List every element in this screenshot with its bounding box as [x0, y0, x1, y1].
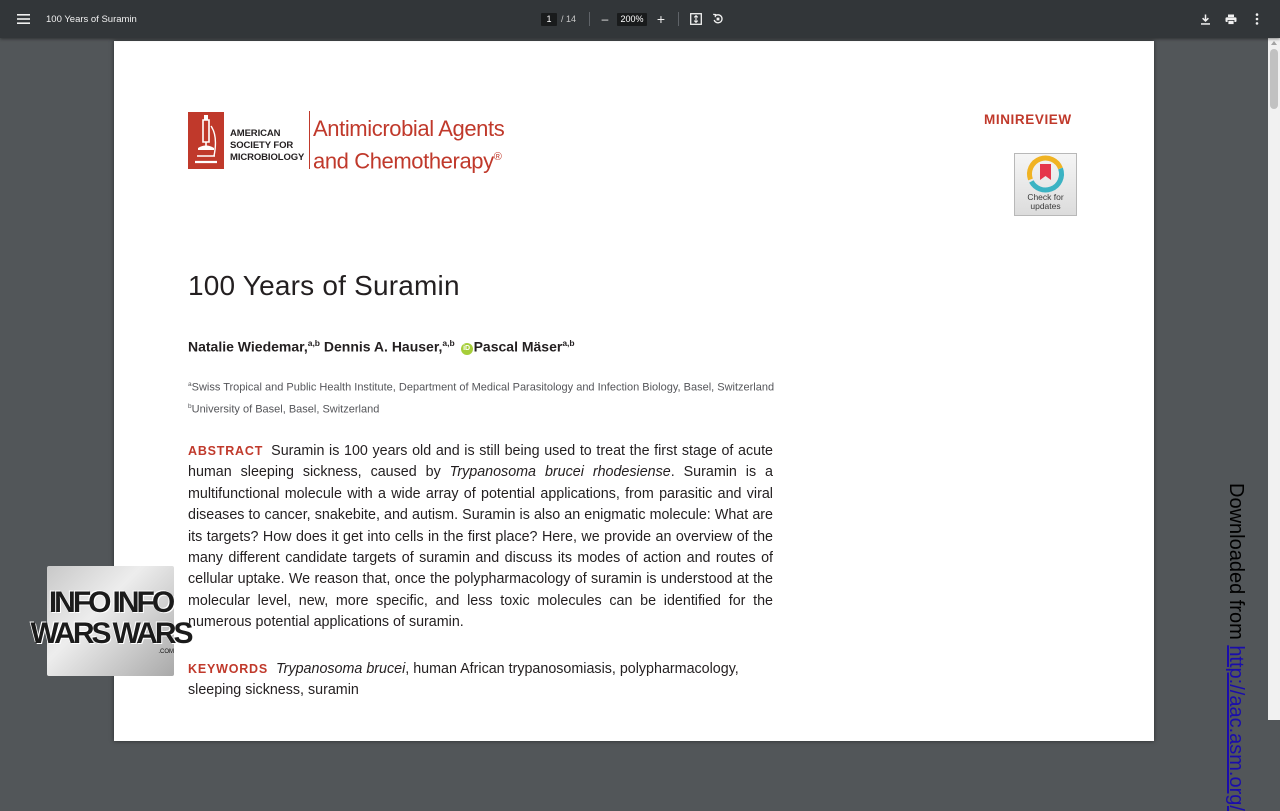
scrollbar-thumb[interactable] — [1270, 49, 1278, 109]
journal-name — [313, 115, 504, 175]
print-icon — [1225, 14, 1237, 25]
document-title: 100 Years of Suramin — [46, 13, 137, 25]
author-affiliation-marker: a,b — [307, 338, 320, 348]
scroll-up-button[interactable] — [1268, 38, 1280, 48]
article-type-label: MINIREVIEW — [984, 112, 1072, 127]
watermark-row — [49, 587, 172, 618]
more-vertical-icon — [1255, 13, 1259, 25]
zoom-level-input[interactable]: 200% — [617, 13, 647, 26]
registered-mark: ® — [493, 151, 502, 163]
page-number-input[interactable]: 1 — [541, 13, 557, 26]
more-options-button[interactable] — [1248, 0, 1266, 38]
keyword-species-name: Trypanosoma brucei — [276, 661, 406, 677]
keywords-text: , human African trypanosomiasis, polypharmacology, sleeping sickness, suramin — [188, 661, 739, 699]
download-button[interactable] — [1196, 0, 1214, 38]
download-notice — [1224, 483, 1247, 811]
abstract — [188, 441, 773, 634]
check-updates-line: updates — [1030, 201, 1061, 211]
triangle-up-icon — [1271, 41, 1277, 45]
watermark-suffix: .COM — [158, 649, 174, 655]
keywords-heading: KEYWORDS — [188, 662, 269, 676]
page-total: / 14 — [561, 14, 577, 24]
check-updates-icon — [1015, 154, 1076, 194]
infowars-watermark — [30, 566, 191, 676]
watermark-word: WARS — [30, 617, 109, 650]
print-button[interactable] — [1222, 0, 1240, 38]
abstract-text: . Suramin is a multifunctional molecule with a wide array of potential applications, from parasitic and viral diseases to cancer, snakebite, and autism. Suramin is also an enigmatic molecule: What are its targets? How does it get into cells in the first place? Here, we provide an overview of the many different candidate targets of suramin and discuss its modes of action and routes of cellular uptake. We reason that, once the polypharmacology of suramin is understood at the molecular level, new, more specific, and less toxic molecules can be identified for the numerous potential applications of suramin. — [188, 464, 774, 631]
article-title: 100 Years of Suramin — [188, 270, 460, 301]
author-name[interactable]: Dennis A. Hauser, — [323, 338, 443, 355]
toolbar-divider — [678, 12, 679, 26]
check-updates-line: Check for — [1027, 192, 1064, 202]
author-affiliation-marker: a,b — [562, 338, 575, 348]
affiliation-line — [188, 403, 379, 416]
vertical-scrollbar[interactable] — [1268, 38, 1280, 720]
minus-icon: – — [601, 12, 609, 26]
abstract-heading: ABSTRACT — [188, 444, 264, 458]
hamburger-menu-icon — [17, 14, 30, 24]
toolbar-divider — [589, 12, 590, 26]
asm-logo — [188, 112, 224, 169]
rotate-icon — [712, 13, 724, 25]
affiliation-marker: a — [188, 381, 192, 388]
menu-button[interactable] — [12, 0, 34, 38]
rotate-button[interactable] — [709, 10, 727, 28]
plus-icon: + — [656, 11, 666, 27]
check-updates-label — [1015, 193, 1076, 211]
abstract-text: Suramin is 100 years old and is still being used to treat the first stage of acute human sleeping sickness, caused by — [188, 443, 773, 481]
page-zoom-controls — [541, 0, 727, 38]
download-notice-text: Downloaded from — [1225, 483, 1247, 646]
download-link[interactable]: http://aac.asm.org/ — [1225, 645, 1247, 811]
keywords — [188, 659, 773, 702]
watermark-word: INFO — [112, 586, 173, 619]
abstract-species-name: Trypanosoma brucei rhodesiense — [449, 464, 671, 481]
publisher-line: SOCIETY FOR — [230, 140, 294, 151]
author-list — [188, 338, 575, 355]
watermark-word: WARS — [112, 617, 191, 650]
publisher-line: MICROBIOLOGY — [230, 152, 305, 163]
affiliation-line — [188, 381, 774, 394]
publisher-name — [230, 128, 304, 164]
check-for-updates-badge[interactable] — [1014, 153, 1077, 216]
fit-to-page-icon — [690, 13, 702, 25]
pdf-toolbar — [0, 0, 1280, 38]
journal-line: and Chemotherapy — [313, 148, 494, 174]
author-name[interactable]: Pascal Mäser — [473, 338, 563, 355]
affiliation-text: University of Basel, Basel, Switzerland — [191, 403, 380, 416]
zoom-in-button[interactable] — [652, 10, 670, 28]
publisher-line: AMERICAN — [230, 128, 281, 139]
affiliation-marker: b — [188, 403, 192, 410]
watermark-row — [31, 618, 191, 649]
microscope-icon — [188, 112, 224, 169]
zoom-out-button[interactable] — [596, 10, 614, 28]
journal-divider — [309, 111, 310, 169]
pdf-page — [114, 41, 1247, 811]
watermark-word: INFO — [48, 586, 109, 619]
download-icon — [1200, 14, 1211, 25]
author-name[interactable]: Natalie Wiedemar, — [188, 338, 308, 355]
fit-to-page-button[interactable] — [687, 10, 705, 28]
author-affiliation-marker: a,b — [442, 338, 455, 348]
journal-line: Antimicrobial Agents — [313, 116, 505, 141]
affiliation-text: Swiss Tropical and Public Health Institute, Department of Medical Parasitology and Infection Biology, Basel, Switzerland — [191, 381, 775, 394]
orcid-icon[interactable]: iD — [461, 343, 473, 355]
